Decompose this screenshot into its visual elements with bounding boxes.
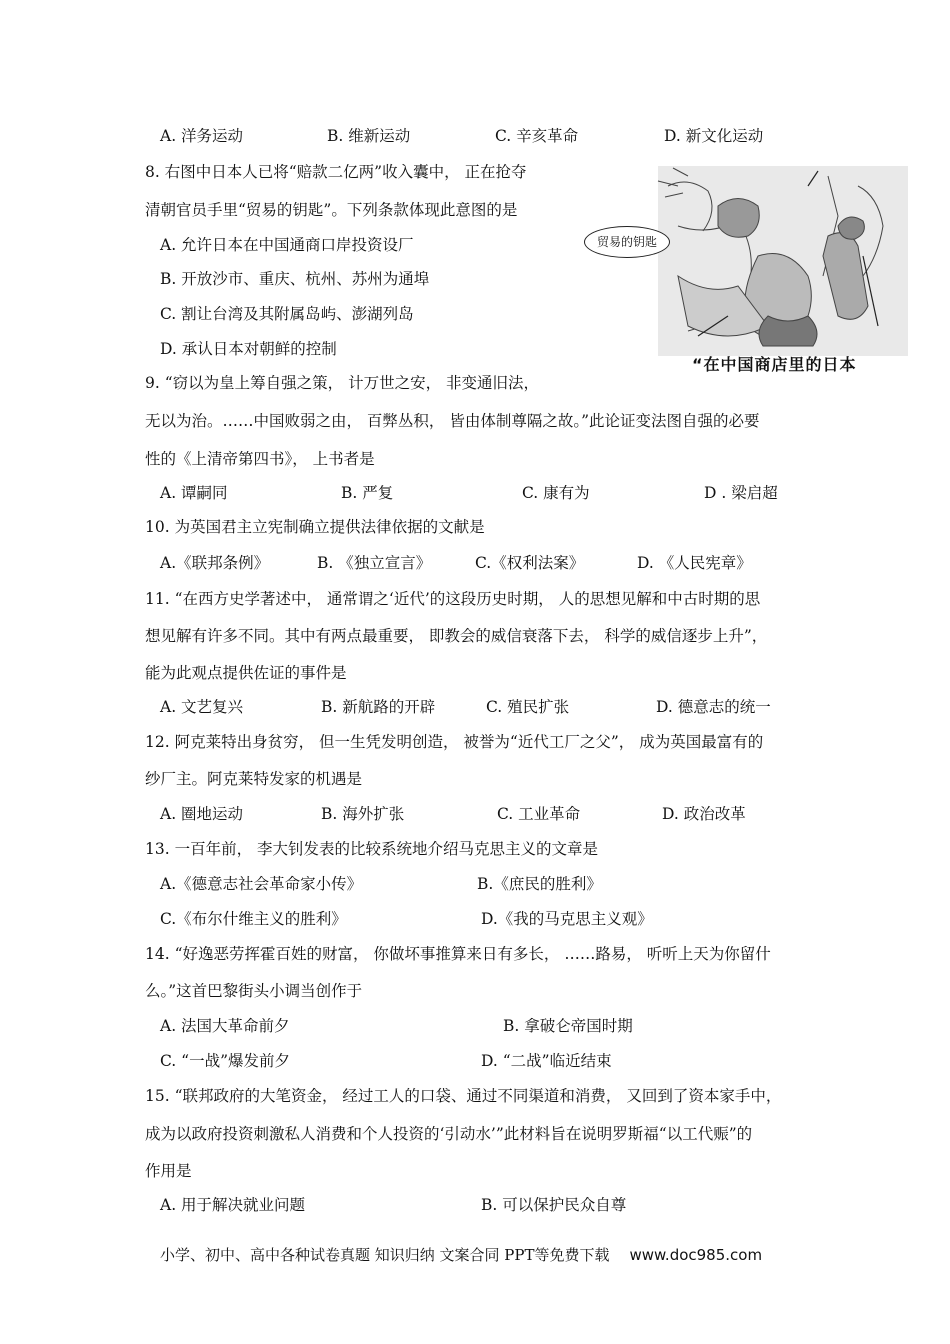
q13-option-a: A.《德意志社会革命家小传》 (160, 875, 363, 893)
q11-option-d: D. 德意志的统一 (656, 698, 771, 716)
q10-option-b: B. 《独立宣言》 (317, 554, 432, 572)
cartoon-illustration (578, 166, 908, 376)
q11-stem-line2: 想见解有许多不同。其中有两点最重要， 即教会的威信衰落下去， 科学的威信逐步上升”， (145, 627, 768, 645)
q14-stem-line1: 14. “好逸恶劳挥霍百姓的财富， 你做坏事推算来日有多长， ……路易， 听听上天为你留什 (145, 945, 771, 963)
q12-stem-line1: 12. 阿克莱特出身贫穷， 但一生凭发明创造， 被誉为“近代工厂之父”， 成为英国最富有的 (145, 733, 764, 751)
q8-option-b: B. 开放沙市、重庆、杭州、苏州为通埠 (160, 270, 430, 288)
q12-option-a: A. 圈地运动 (160, 805, 244, 823)
q15-stem-line3: 作用是 (145, 1162, 192, 1180)
q14-option-d: D. “二战”临近结束 (481, 1052, 612, 1070)
q14-stem-line2: 么。”这首巴黎街头小调当创作于 (145, 982, 363, 1000)
q7-option-a: A. 洋务运动 (160, 127, 244, 145)
q15-stem-line1: 15. “联邦政府的大笔资金， 经过工人的口袋、通过不同渠道和消费， 又回到了资本家手中， (145, 1087, 782, 1105)
q7-option-d: D. 新文化运动 (664, 127, 764, 145)
footer-site-link[interactable]: www.doc985.com (629, 1246, 763, 1264)
cartoon-caption: “在中国商店里的日本 (692, 355, 857, 374)
q8-stem-line1: 8. 右图中日本人已将“赔款二亿两”收入囊中， 正在抢夺 (145, 163, 527, 181)
q14-option-a: A. 法国大革命前夕 (160, 1017, 290, 1035)
q11-option-b: B. 新航路的开辟 (321, 698, 436, 716)
q8-stem-line2: 清朝官员手里“贸易的钥匙”。下列条款体现此意图的是 (145, 201, 518, 219)
page-footer (160, 1244, 762, 1265)
q14-option-c: C. “一战”爆发前夕 (160, 1052, 291, 1070)
q8-option-a: A. 允许日本在中国通商口岸投资设厂 (160, 236, 414, 254)
q9-option-d: D . 梁启超 (704, 484, 778, 502)
q11-option-a: A. 文艺复兴 (160, 698, 244, 716)
q10-option-c: C.《权利法案》 (475, 554, 585, 572)
q11-option-c: C. 殖民扩张 (486, 698, 570, 716)
q14-option-b: B. 拿破仑帝国时期 (503, 1017, 633, 1035)
q15-stem-line2: 成为以政府投资刺激私人消费和个人投资的‘引动水’”此材料旨在说明罗斯福“以工代赈”的 (145, 1125, 753, 1143)
speech-bubble: 贸易的钥匙 (584, 226, 670, 258)
cartoon-drawing (578, 166, 908, 356)
q9-option-b: B. 严复 (341, 484, 394, 502)
q13-option-d: D.《我的马克思主义观》 (481, 910, 653, 928)
q13-stem-line1: 13. 一百年前， 李大钊发表的比较系统地介绍马克思主义的文章是 (145, 840, 599, 858)
q15-option-b: B. 可以保护民众自尊 (481, 1196, 627, 1214)
q10-stem-line1: 10. 为英国君主立宪制确立提供法律依据的文献是 (145, 518, 485, 536)
q12-option-d: D. 政治改革 (662, 805, 746, 823)
q13-option-c: C.《布尔什维主义的胜利》 (160, 910, 347, 928)
q12-option-b: B. 海外扩张 (321, 805, 405, 823)
q8-option-d: D. 承认日本对朝鲜的控制 (160, 340, 337, 358)
q10-option-d: D. 《人民宪章》 (637, 554, 752, 572)
q8-option-c: C. 割让台湾及其附属岛屿、澎湖列岛 (160, 305, 414, 323)
q9-stem-line3: 性的《上清帝第四书》， 上书者是 (145, 450, 375, 468)
q9-option-c: C. 康有为 (522, 484, 590, 502)
q9-stem-line2: 无以为治。……中国败弱之由， 百弊丛积， 皆由体制尊隔之故。”此论证变法图自强的必要 (145, 412, 760, 430)
q11-stem-line3: 能为此观点提供佐证的事件是 (145, 664, 347, 682)
footer-text: 小学、初中、高中各种试卷真题 知识归纳 文案合同 PPT等免费下载 (160, 1246, 610, 1264)
q9-stem-line1: 9. “窃以为皇上筹自强之策， 计万世之安， 非变通旧法， (145, 374, 539, 392)
q7-option-c: C. 辛亥革命 (495, 127, 579, 145)
q15-option-a: A. 用于解决就业问题 (160, 1196, 306, 1214)
q10-option-a: A.《联邦条例》 (160, 554, 270, 572)
q7-option-b: B. 维新运动 (327, 127, 411, 145)
q12-option-c: C. 工业革命 (497, 805, 581, 823)
q9-option-a: A. 谭嗣同 (160, 484, 228, 502)
q12-stem-line2: 纱厂主。阿克莱特发家的机遇是 (145, 770, 363, 788)
q11-stem-line1: 11. “在西方史学著述中， 通常谓之‘近代’的这段历史时期， 人的思想见解和中古时期的思 (145, 590, 761, 608)
q13-option-b: B.《庶民的胜利》 (477, 875, 602, 893)
